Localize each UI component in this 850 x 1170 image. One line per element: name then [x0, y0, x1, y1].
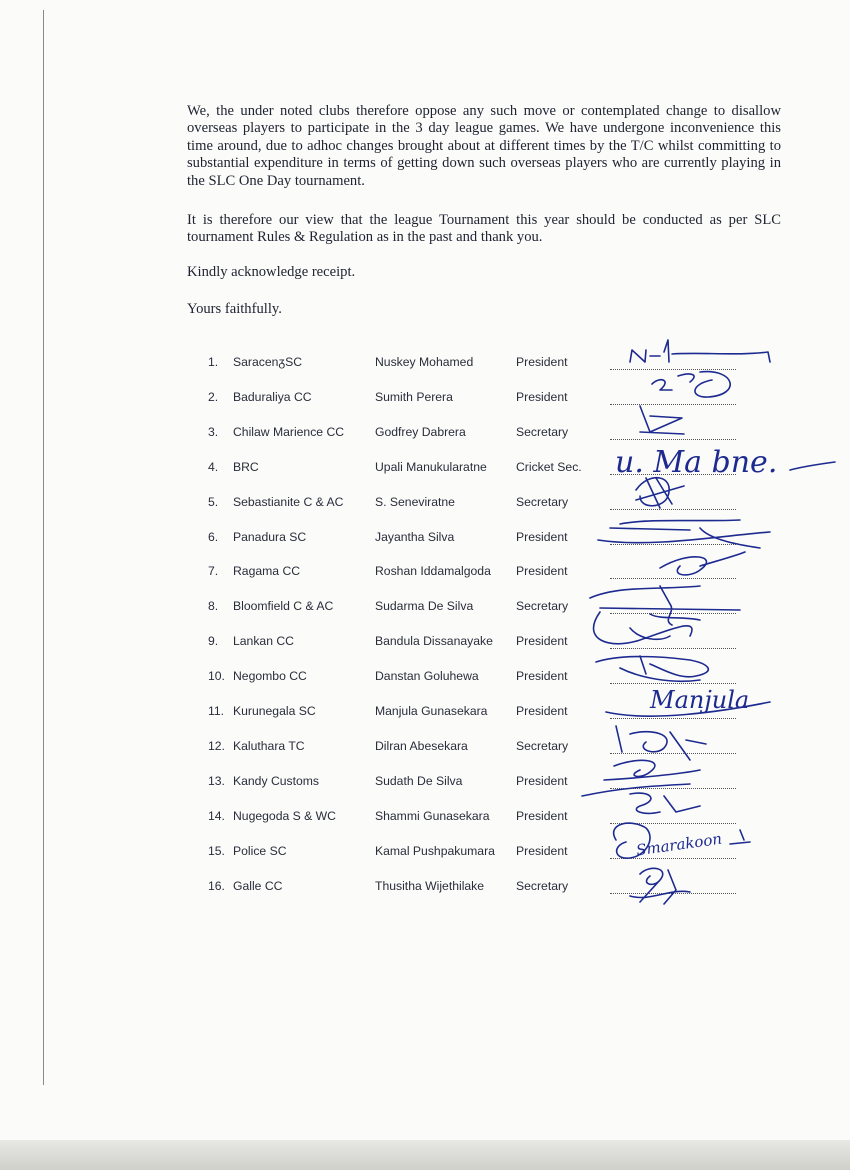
signatory-number: 13. — [208, 773, 225, 788]
signatory-name: Kamal Pushpakumara — [375, 843, 495, 858]
signatory-row — [0, 390, 850, 410]
signatory-name: Upali Manukularatne — [375, 459, 487, 474]
signatory-number: 3. — [208, 424, 219, 439]
signatory-number: 8. — [208, 599, 219, 614]
signatory-row — [0, 634, 850, 654]
signatory-role: Secretary — [516, 878, 569, 893]
signatory-number: 12. — [208, 738, 225, 753]
signatory-club: Kurunegala SC — [233, 704, 316, 718]
signatory-row — [0, 739, 850, 759]
signatory-role: President — [516, 355, 568, 369]
signatory-row — [0, 844, 850, 864]
signatory-row — [0, 425, 850, 445]
signatory-row — [0, 564, 850, 584]
signatory-club: Chilaw Marience CC — [233, 424, 345, 439]
signatory-role: President — [516, 564, 568, 579]
signatory-name: Sudath De Silva — [375, 773, 463, 788]
signatory-name: Thusitha Wijethilake — [375, 878, 485, 893]
signatory-club: BRC — [233, 459, 259, 474]
signatory-role: President — [516, 669, 568, 684]
signatory-row — [0, 879, 850, 899]
signatory-club: Nugegoda S & WC — [233, 808, 336, 823]
signatory-role: President — [516, 808, 568, 823]
signatory-number: 10. — [208, 669, 225, 684]
signature-line — [610, 788, 736, 789]
signatory-role: Secretary — [516, 424, 569, 439]
signatory-role: Secretary — [516, 599, 569, 614]
signatory-number: 9. — [208, 634, 219, 649]
signatory-role: President — [516, 389, 568, 404]
signatory-name: Manjula Gunasekara — [375, 704, 488, 718]
signature-line — [610, 683, 736, 684]
scan-bottom-edge — [0, 1140, 850, 1170]
signatory-role: President — [516, 773, 568, 788]
signature-line — [610, 858, 736, 859]
signature-line — [610, 823, 736, 824]
signatory-club: Kaluthara TC — [233, 738, 305, 753]
signatory-name: Godfrey Dabrera — [375, 424, 466, 439]
signatory-row — [0, 355, 850, 375]
paragraph-view: It is therefore our view that the league Tournament this year should be conducted as per SLC tournament Rules & Regulation as in the past and thank you. — [187, 212, 781, 246]
paragraph-acknowledge: Kindly acknowledge receipt. — [187, 264, 356, 280]
signatory-number: 1. — [208, 355, 219, 369]
signature-15: Smarakoon — [634, 829, 724, 860]
signatory-club: Baduraliya CC — [233, 389, 312, 404]
signatory-row — [0, 809, 850, 829]
signatory-row — [0, 495, 850, 515]
signatory-role: President — [516, 529, 568, 544]
signature-4: u. Ma bne. — [615, 445, 778, 480]
signatory-club: Negombo CC — [233, 669, 307, 684]
signature-11: Manjula — [650, 686, 750, 714]
signature-line — [610, 509, 736, 510]
signatory-club: Lankan CC — [233, 634, 294, 649]
signatory-name: S. Seneviratne — [375, 494, 455, 509]
signatory-club: Galle CC — [233, 878, 283, 893]
signatory-number: 16. — [208, 878, 225, 893]
signatory-name: Sudarma De Silva — [375, 599, 474, 614]
signatory-number: 5. — [208, 494, 219, 509]
signatory-number: 6. — [208, 529, 219, 544]
signature-line — [610, 718, 736, 719]
signatory-club: SaracenᵹSC — [233, 355, 303, 369]
signatory-number: 15. — [208, 843, 225, 858]
signatory-row — [0, 530, 850, 550]
signature-line — [610, 439, 736, 440]
signatory-name: Sumith Perera — [375, 389, 453, 404]
signatory-number: 4. — [208, 459, 219, 474]
signatory-name: Roshan Iddamalgoda — [375, 564, 491, 579]
signatory-role: Secretary — [516, 738, 569, 753]
signatory-name: Nuskey Mohamed — [375, 355, 474, 369]
signatory-club: Bloomfield C & AC — [233, 599, 334, 614]
signatory-role: President — [516, 634, 568, 649]
signatory-number: 2. — [208, 389, 219, 404]
signatory-name: Dilran Abesekara — [375, 738, 468, 753]
signatory-role: Secretary — [516, 494, 569, 509]
signatory-role: President — [516, 704, 568, 718]
signatory-club: Panadura SC — [233, 529, 307, 544]
signatory-row — [0, 774, 850, 794]
signature-line — [610, 544, 736, 545]
signatory-role: Cricket Sec. — [516, 459, 582, 474]
signatory-row — [0, 704, 850, 724]
signature-line — [610, 893, 736, 894]
signatory-club: Kandy Customs — [233, 773, 320, 788]
paragraph-opposition: We, the under noted clubs therefore oppose any such move or contemplated change to disallow overseas players to participate in the 3 day league games. We have undergone inconvenience this time around, due to adhoc changes brought about at different times by the T/C whilst committing to substantial expenditure in terms of getting down such overseas players who are currently playing in the SLC One Day tournament. — [187, 103, 781, 189]
signature-line — [610, 578, 736, 579]
signature-line — [610, 613, 736, 614]
signatory-name: Danstan Goluhewa — [375, 669, 479, 684]
signatory-row — [0, 460, 850, 480]
signatory-name: Jayantha Silva — [375, 529, 455, 544]
signatory-club: Sebastianite C & AC — [233, 494, 344, 509]
signature-line — [610, 474, 736, 475]
signatory-row — [0, 599, 850, 619]
signatory-name: Shammi Gunasekara — [375, 808, 490, 823]
signatory-role: President — [516, 843, 568, 858]
signatory-name: Bandula Dissanayake — [375, 634, 493, 649]
signatory-row — [0, 669, 850, 689]
signatory-number: 14. — [208, 808, 225, 823]
signature-line — [610, 753, 736, 754]
signature-line — [610, 648, 736, 649]
signatory-number: 11. — [208, 704, 225, 718]
signature-line — [610, 404, 736, 405]
signature-line — [610, 369, 736, 370]
signatory-number: 7. — [208, 564, 219, 579]
closing-salutation: Yours faithfully. — [187, 301, 282, 317]
signatory-club: Police SC — [233, 843, 287, 858]
signatory-club: Ragama CC — [233, 564, 301, 579]
